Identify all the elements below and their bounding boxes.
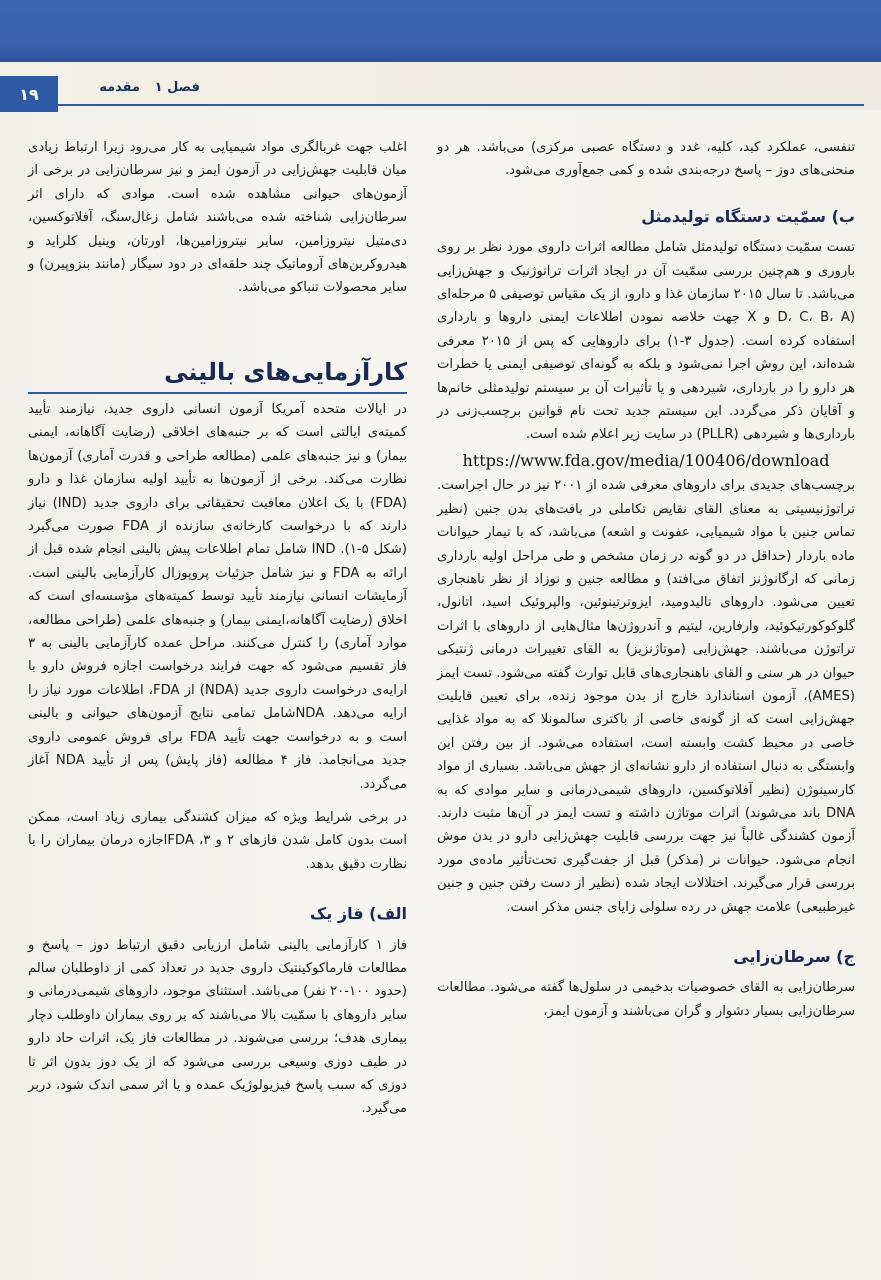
- left-intro-paragraph: اغلب جهت غربالگری مواد شیمیایی به کار می‌رود زیرا ارتباط زیادی میان قابلیت جهش‌زایی در آزمون ایمز و نیز سرطان‌زایی در برخی از آزمون‌های حیوانی مشاهده شده است. موادی که دارای اثر سرطان‌زایی شناخته شده می‌باشند شامل زغال‌سنگ، آفلاتوکسین، دی‌متیل نیتروزامین، سایر نیتروزامین‌ها، اورتان، وینیل کلراید و هیدروکربن‌های آروماتیک چند حلقه‌ای در دود سیگار (مانند بنزوپیرن) و سایر محصولات تنباکو می‌باشد.: [28, 140, 407, 296]
- section-b-heading: ب) سمّیت دستگاه تولیدمثل: [641, 206, 855, 226]
- left-column-top: [28, 136, 407, 300]
- running-head: [70, 80, 200, 106]
- top-color-band: [0, 0, 881, 62]
- clinical-trials-paragraph-2: در برخی شرایط ویژه که میزان کشندگی بیماری زیاد است، ممکن است بدون کامل شدن فازهای ۲ و ۳، FDAاجازه درمان بیماران را با نظارت دقیق بدهد.: [28, 809, 407, 872]
- clinical-trials-paragraph: در ایالات متحده آمریکا آزمون انسانی داروی جدید، نیازمند تأیید کمیته‌ی ایالتی است که بر جنبه‌های اخلاقی (رضایت آگاهانه، ایمنی بیمار) و نیز جنبه‌های علمی (مطالعه طراحی و قدرت آماری) آزمون‌ها نظارت می‌کند. برخی از آزمون‌ها به تأیید اولیه سازمان غذا و دارو (FDA) با یک اعلان معافیت تحقیقاتی برای داروی جدید (IND) نیاز دارند که با درخواست کارخانه‌ی سازنده از FDA صورت می‌گیرد (شکل ۵-۱). IND شامل تمام اطلاعات پیش بالینی انجام شده قبل از ارائه به FDA و نیز شامل جزئیات پروپوزال کارآزمایی بالینی است. آزمایشات انسانی نیازمند تأیید توسط کمیته‌های مؤسسه‌ای است که اخلاق (رضایت آگاهانه،ایمنی بیمار) و جنبه‌های علمی (طراحی مطالعه، موارد آماری) را کنترل می‌کنند. مراحل عمده کارآزمایی بالینی به ۳ فاز تقسیم می‌شود که جهت فرایند درخواست اجازه فروش دارو با ارایه‌ی درخواست داروی جدید (NDA) از FDA، اطلاعات مورد نیاز را ارایه می‌دهد. NDAشامل تمامی نتایج آزمون‌های حیوانی و بالینی است و به درخواست جهت تأیید FDA برای فروش عمومی داروی جدید می‌انجامد. فاز ۴ مطالعه (فاز پایش) پس از تأیید NDA آغاز می‌گردد.: [28, 402, 408, 792]
- right-column: [437, 136, 855, 1023]
- section-b-paragraph-2: برچسب‌های جدیدی برای داروهای معرفی شده از ۲۰۰۱ نیز در حال اجراست. تراتوژنیسیتی به معنای القای نقایص تکاملی در بافت‌های بدن جنین (نظیر تماس جنین با مواد شیمیایی، عفونت و اشعه) می‌باشد، که با تیمار حیوانات ماده باردار (حداقل در دو گونه در زمان مشخص و طی مراحل اولیه بارداری زمانی که ارگانوژنز اتفاق می‌افتد) و مطالعه جنین و نوزاد از نظر ناهنجاری تعیین می‌شود. داروهای تالیدومید، ایزوترتینوئین، والپروئیک اسید، اتانول، گلوکوکورتیکوئید، وارفارین، لیتیم و آندروژن‌ها مثال‌هایی از داروهای با اثرات تراتوژن می‌باشند. جهش‌زایی (موتاژنزیز) به القای تغییرات درمانی ژنتیکی حیوان در هر سنی و القای ناهنجاری‌های قابل توارث گفته می‌شود. تست ایمز (AMES)، آزمون استاندارد خارج از بدن موجود زنده، برای تعیین قابلیت جهش‌زایی است که از گونه‌ی خاصی از باکتری سالمونلا که به مواد غذایی خاصی در محیط کشت وابسته است، استفاده می‌شود. از بین رفتن این وابستگی به دنبال استفاده از دارو نشانه‌ای از جهش می‌باشد. بسیاری از مواد کارسینوژن (نظیر آفلاتوکسین، داروهای شیمی‌درمانی و سایر موادی که به DNA باند می‌شوند) اثرات موتاژن داشته و تست ایمز در آن‌ها مثبت دارند. آزمون کشندگی غالباً نیز جهت بررسی قابلیت جهش‌زایی دارو در بدن موش انجام می‌شود. حیوانات نر (مذکر) قبل از جفت‌گیری تحت‌تأثیر ماده‌ی مورد بررسی قرار می‌گیرند. اختلالات ایجاد شده (نظیر از دست رفتن جنین و جنین غیرطبیعی) علامت جهش در رده سلولی زایای جنس مذکر است.: [437, 478, 855, 915]
- phase-1-heading: الف) فاز یک: [309, 904, 407, 924]
- page-number: ۱۹: [0, 76, 58, 112]
- clinical-trials-heading: کارآزمایی‌های بالینی: [28, 358, 407, 394]
- chapter-title: مقدمه: [99, 80, 141, 95]
- fda-url: https://www.fda.gov/media/100406/download: [462, 450, 830, 470]
- right-intro-paragraph: تنفسی، عملکرد کبد، کلیه، غدد و دستگاه عصبی مرکزی) می‌باشد. هر دو منحنی‌های دوز – پاسخ درجه‌بندی شده و کمی جمع‌آوری می‌شود.: [437, 140, 855, 179]
- header-rule: [58, 104, 864, 106]
- section-c-heading: ج) سرطان‌زایی: [733, 947, 855, 966]
- left-column-main: [28, 398, 407, 1121]
- section-c-paragraph: سرطان‌زایی به القای خصوصیات بدخیمی در سلول‌ها گفته می‌شود. مطالعات سرطان‌زایی بسیار دشوار و گران می‌باشند و آزمون ایمز،: [437, 980, 855, 1019]
- section-b-paragraph: تست سمّیت دستگاه تولیدمثل شامل مطالعه اثرات داروی مورد نظر بر روی باروری و هم‌چنین بررسی سمّیت آن در ایجاد اثرات تراتوژنیک و جهش‌زایی می‌باشد. تا سال ۲۰۱۵ سازمان غذا و دارو، از یک مقیاس توصیفی ۵ مرحله‌ای (D، C، B، A و X جهت خلاصه نمودن اطلاعات ایمنی داروها و بارداری استفاده کرده است. (جدول ۳-۱) برای داروهایی که پس از ۲۰۱۵ معرفی شده‌اند، این روش اجرا نمی‌شود و بلکه به گونه‌ای توصیفی ایمنی یا خطرات هر دارو را در بارداری، شیردهی و یا تأثیرات آن بر سیستم تولیدمثلی خانم‌ها و آقایان ذکر می‌گردد. این سیستم جدید تحت نام قوانین برچسب‌زنی در بارداری‌ها و شیردهی (PLLR) در سایت زیر اعلام شده است.: [437, 240, 855, 443]
- phase-1-paragraph: فاز ۱ کارآزمایی بالینی شامل ارزیابی دقیق ارتباط دوز – پاسخ و مطالعات فارماکوکینتیک داروی جدید در تعداد کمی از داوطلبان سالم (حدود ۱۰۰-۲۰ نفر) می‌باشد. استثنای موجود، داروهای شیمی‌درمانی و سایر داروهای با سمّیت بالا می‌باشند که بر روی بیماران داوطلب دچار بیماری هدف؛ بررسی می‌شوند. در مطالعات فاز یک، اثرات حاد دارو در طیف دوزی وسیعی بررسی می‌شود که از یک دوز بدون اثر تا دوزی که سبب پاسخ فیزیولوژیک عمده و یا اثر سمی اندک شود، دربر می‌گیرد.: [28, 937, 407, 1117]
- chapter-label: فصل ۱: [154, 80, 200, 95]
